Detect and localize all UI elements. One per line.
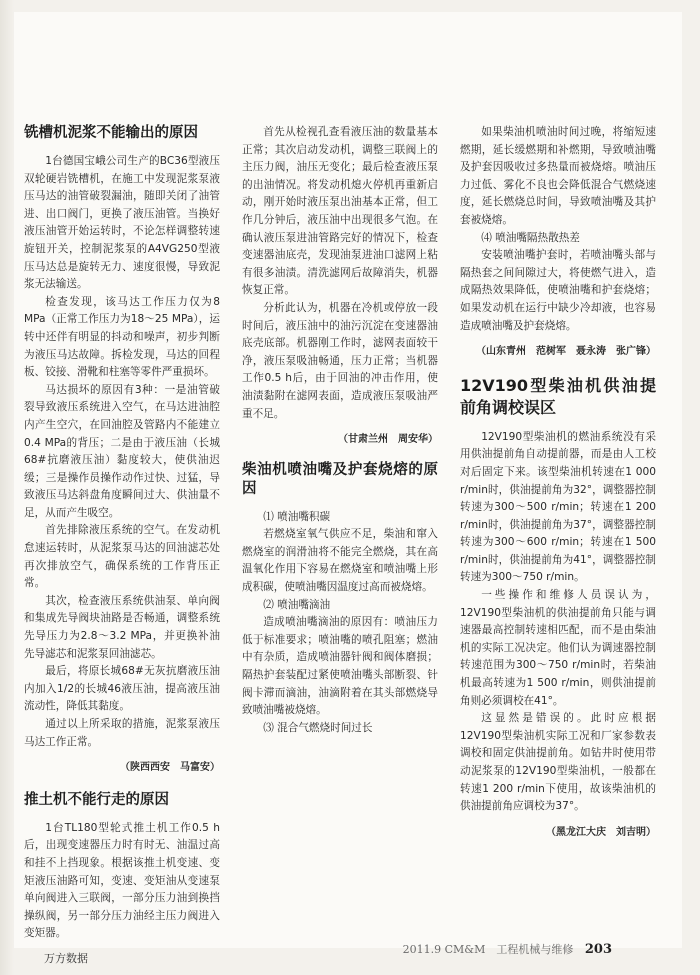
- paragraph: 首先排除液压系统的空气。在发动机怠速运转时，从泥浆泵马达的回油滤芯处再次排放空气，确保系统的工作背压正常。: [24, 524, 220, 590]
- paragraph: 12V190型柴油机的燃油系统没有采用供油提前角自动提前器，而是由人工校对后固定下来。该型柴油机转速在1 000 r/min时，供油提前角为32°，调整器控制转速为300～500 r/min；转速在1 200 r/min时，供油提前角为37°，调整器控制转速为300～600 r/min；转速在1 500 r/min时，供油提前角为41°，调整器控制转速为300～750 r/min。: [460, 430, 656, 584]
- issue-date: 2011.9: [402, 943, 442, 956]
- paragraph: 造成喷油嘴滴油的原因有：喷油压力低于标准要求；喷油嘴的喷孔阻塞；燃油中有杂质，造成喷油器针阀和阀体磨损；隔热护套装配过紧使喷油嘴头部断裂、针阀卡滞而滴油，油滴附着在其头部燃烧导致喷油嘴被烧熔。: [242, 616, 438, 717]
- paragraph: 若燃烧室氧气供应不足，柴油和窜入燃烧室的润滑油将不能完全燃烧，其在高温氧化作用下容易在燃烧室和喷油嘴上形成积碳，使喷油嘴因温度过高而被烧熔。: [242, 528, 438, 594]
- article-title: 柴油机喷油嘴及护套烧熔的原因: [242, 461, 438, 497]
- watermark: 万方数据: [44, 952, 88, 965]
- page-footer: [403, 941, 612, 957]
- paragraph: 1台TL180型轮式推土机工作0.5 h后，出现变速器压力时有时无、油温过高和挂不上挡现象。根据该推土机变速、变矩液压油路可知，变速、变矩油从变速泵单向阀进入三联阀，一部分压力油到换挡操纵阀，另一部分压力油经主压力阀进入变矩器。: [24, 821, 220, 940]
- paragraph: 通过以上所采取的措施，泥浆泵液压马达工作正常。: [24, 718, 220, 748]
- subheading: ⑴ 喷油嘴积碳: [263, 510, 331, 523]
- magazine-page: [14, 12, 682, 957]
- paragraph: 这显然是错误的。此时应根据12V190型柴油机实际工况和厂家参数表调校和固定供油提前角。如钻井时使用带动泥浆泵的12V190型柴油机，一般都在转速1 200 r/min下使用，故该柴油机的供油提前角应调校为37°。: [460, 712, 656, 813]
- column-2: [242, 124, 438, 737]
- paragraph: 安装喷油嘴护套时，若喷油嘴头部与隔热套之间间隙过大，将使燃气进入，造成隔热效果降低，使喷油嘴和护套烧熔；如果发动机在运行中缺少冷却液，也容易造成喷油嘴及护套烧熔。: [460, 249, 656, 332]
- journal-name: CM&M 工程机械与维修: [444, 943, 574, 956]
- paragraph: 如果柴油机喷油时间过晚，将缩短速燃期，延长缓燃期和补燃期，导致喷油嘴及护套因吸收过多热量而被烧熔。喷油压力过低、雾化不良也会降低混合气燃烧速度，延长燃烧总时间，导致喷油嘴及其护套被烧熔。: [460, 126, 656, 226]
- paragraph: 分析此认为，机器在冷机或停放一段时间后，液压油中的油污沉淀在变速器油底壳底部。机器刚工作时，滤网表面较干净，液压泵吸油畅通，压力正常；当机器工作0.5 h后，由于回油的冲击作用，使油渍黏附在滤网表面，造成液压泵吸油严重不足。: [242, 301, 438, 420]
- subheading: ⑷ 喷油嘴隔热散热差: [481, 231, 580, 244]
- column-1: [24, 124, 220, 940]
- author-byline: （陕西西安 马富安）: [120, 762, 220, 774]
- page-number: 203: [584, 942, 612, 957]
- author-byline: （黑龙江大庆 刘吉明）: [546, 826, 656, 838]
- article-title: 铣槽机泥浆不能输出的原因: [24, 125, 198, 141]
- paragraph: 其次，检查液压系统供油泵、单向阀和集成先导阀块油路是否畅通，调整系统先导压力为2.8～3.2 MPa，并更换补油先导滤芯和泥浆泵回油滤芯。: [24, 594, 220, 660]
- author-byline: （山东青州 范树军 聂永涛 张广锋）: [476, 346, 656, 358]
- paragraph: 检查发现，该马达工作压力仅为8 MPa（正常工作压力为18～25 MPa），运转中还伴有明显的抖动和噪声，初步判断为液压马达故障。拆检发现，马达的回程板、铰接、滑靴和柱塞等零件严重损坏。: [24, 295, 220, 379]
- paragraph: 最后，将原长城68#无灰抗磨液压油内加入1/2的长城46液压油，提高液压油流动性，降低其黏度。: [24, 665, 220, 713]
- subheading: ⑵ 喷油嘴滴油: [263, 598, 331, 611]
- subheading: ⑶ 混合气燃烧时间过长: [263, 721, 373, 734]
- author-byline: （甘肃兰州 周安华）: [338, 434, 438, 446]
- column-3: [460, 124, 656, 841]
- paragraph: 首先从检视孔查看液压油的数量基本正常；其次启动发动机，调整三联阀上的主压力阀，油压无变化；最后检查液压泵的出油情况。将发动机熄火停机再重新启动，刚开始时液压泵出油基本正常，但工作几分钟后，液压油中出现很多气泡。在确认液压泵进油管路完好的情况下，检查变速器油底壳，发现油泵进油口滤网上粘有很多油渍。清洗滤网后故障消失，机器恢复正常。: [242, 126, 438, 297]
- paragraph: 一些操作和维修人员误认为，12V190型柴油机的供油提前角只能与调速器最高控制转速相匹配，而不是由柴油机的实际工况决定。他们认为调速器控制转速范围为300～750 r/min时，若柴油机最高转速为1 500 r/min，则供油提前角则必须调校在41°。: [460, 589, 656, 707]
- article-title: 12V190型柴油机供油提前角调校误区: [460, 375, 656, 417]
- article-title: 推土机不能行走的原因: [24, 791, 169, 808]
- page-shadow: [0, 0, 14, 975]
- paragraph: 马达损坏的原因有3种：一是油管破裂导致液压系统进入空气，在马达进油腔内产生空穴，在回油腔及管路内不能建立0.4 MPa的背压；二是由于液压油（长城68#抗磨液压油）黏度较大，使供油迟缓；三是操作员操作动作过快、过猛，导致液压马达斜盘角度瞬间过大、供油量不足，从而产生吸空。: [24, 383, 220, 519]
- paragraph: 1台德国宝峨公司生产的BC36型液压双轮硬岩铣槽机，在施工中发现泥浆泵液压马达的油管破裂漏油，随即关闭了油管进、出口阀门，更换了液压油管。当换好液压油管开始运转时，不论怎样调整转速旋钮开关，控制泥浆泵的A4VG250型液压马达总是旋转无力、速度很慢，导致泥浆无法输送。: [24, 155, 220, 291]
